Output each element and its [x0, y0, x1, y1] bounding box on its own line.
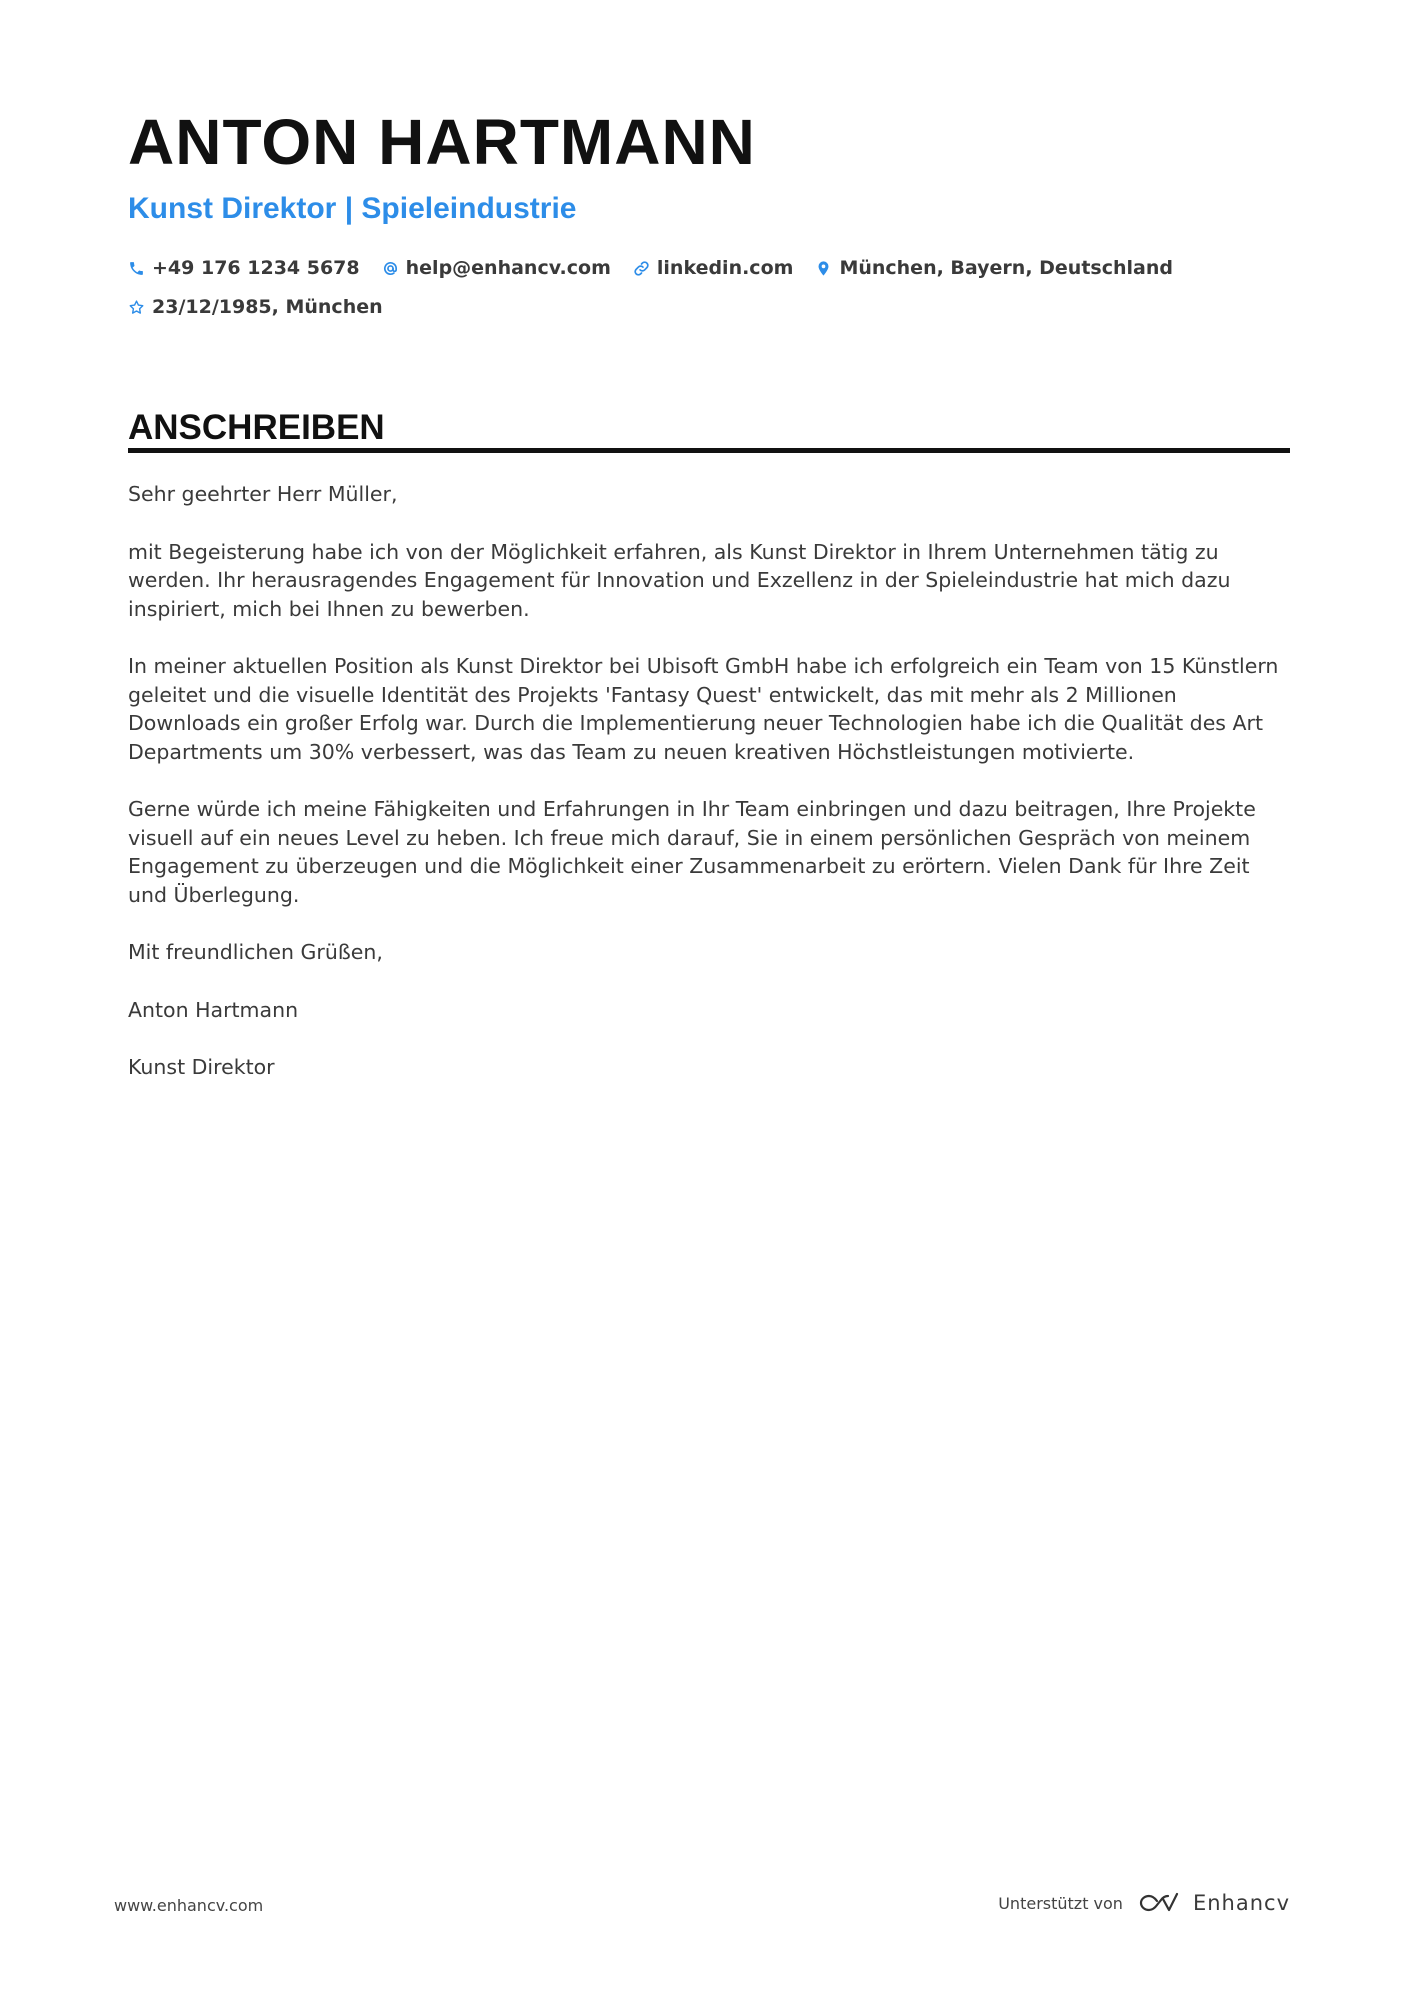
contact-linkedin	[633, 257, 794, 279]
letter-body	[128, 480, 1293, 1111]
contact-info	[128, 254, 1288, 332]
letter-paragraph: Gerne würde ich meine Fähigkeiten und Erfahrungen in Ihr Team einbringen und dazu beitragen, Ihre Projekte visuell auf ein neues Level zu heben. Ich freue mich darauf, Sie in einem persönlichen Gespräch von meinem Engagement zu überzeugen und die Möglichkeit einer Zusammenarbeit zu erörtern. Vielen Dank für Ihre Zeit und Überlegung.	[128, 797, 1256, 907]
letter-paragraph: mit Begeisterung habe ich von der Möglichkeit erfahren, als Kunst Direktor in Ihrem Unternehmen tätig zu werden. Ihr herausragendes Engagement für Innovation und Exzellenz in der Spieleindustrie hat mich dazu inspiriert, mich bei Ihnen zu bewerben.	[128, 539, 1231, 621]
brand-name: Enhancv	[1192, 1891, 1290, 1915]
contact-location	[815, 257, 1173, 279]
phone-icon	[128, 260, 145, 277]
location-text: München, Bayern, Deutschland	[839, 257, 1173, 279]
contact-birth	[128, 296, 383, 318]
email-text: help@enhancv.com	[405, 257, 611, 279]
candidate-headline: Kunst Direktor | Spieleindustrie	[128, 192, 577, 225]
contact-row	[128, 293, 1288, 321]
section-title: ANSCHREIBEN	[128, 408, 385, 447]
link-icon	[633, 260, 650, 277]
candidate-name: ANTON HARTMANN	[128, 106, 756, 178]
footer-website-link[interactable]: www.enhancv.com	[114, 1896, 264, 1915]
powered-by-label: Unterstützt von	[998, 1893, 1123, 1913]
closing: Mit freundlichen Grüßen,	[128, 940, 383, 964]
contact-row	[128, 254, 1288, 282]
letter-paragraph: In meiner aktuellen Position als Kunst Direktor bei Ubisoft GmbH habe ich erfolgreich ein Team von 15 Künstlern geleitet und die visuelle Identität des Projekts 'Fantasy Quest' entwickelt, das mit mehr als 2 Millionen Downloads ein großer Erfolg war. Durch die Implementierung neuer Technologien habe ich die Qualität des Art Departments um 30% verbessert, was das Team zu neuen kreativen Höchstleistungen motivierte.	[128, 654, 1279, 764]
signature-name: Anton Hartmann	[128, 997, 299, 1022]
contact-email	[382, 257, 611, 279]
footer-branding[interactable]	[998, 1890, 1290, 1916]
section-divider	[128, 448, 1290, 453]
enhancv-logo-icon	[1135, 1890, 1183, 1916]
location-pin-icon	[815, 260, 832, 277]
signature-title: Kunst Direktor	[128, 1055, 275, 1079]
linkedin-text: linkedin.com	[656, 257, 794, 279]
birth-text: 23/12/1985, München	[152, 296, 383, 318]
star-icon	[128, 299, 145, 316]
salutation: Sehr geehrter Herr Müller,	[128, 482, 398, 506]
at-icon	[382, 260, 399, 277]
phone-text: +49 176 1234 5678	[152, 257, 360, 279]
contact-phone	[128, 257, 360, 279]
